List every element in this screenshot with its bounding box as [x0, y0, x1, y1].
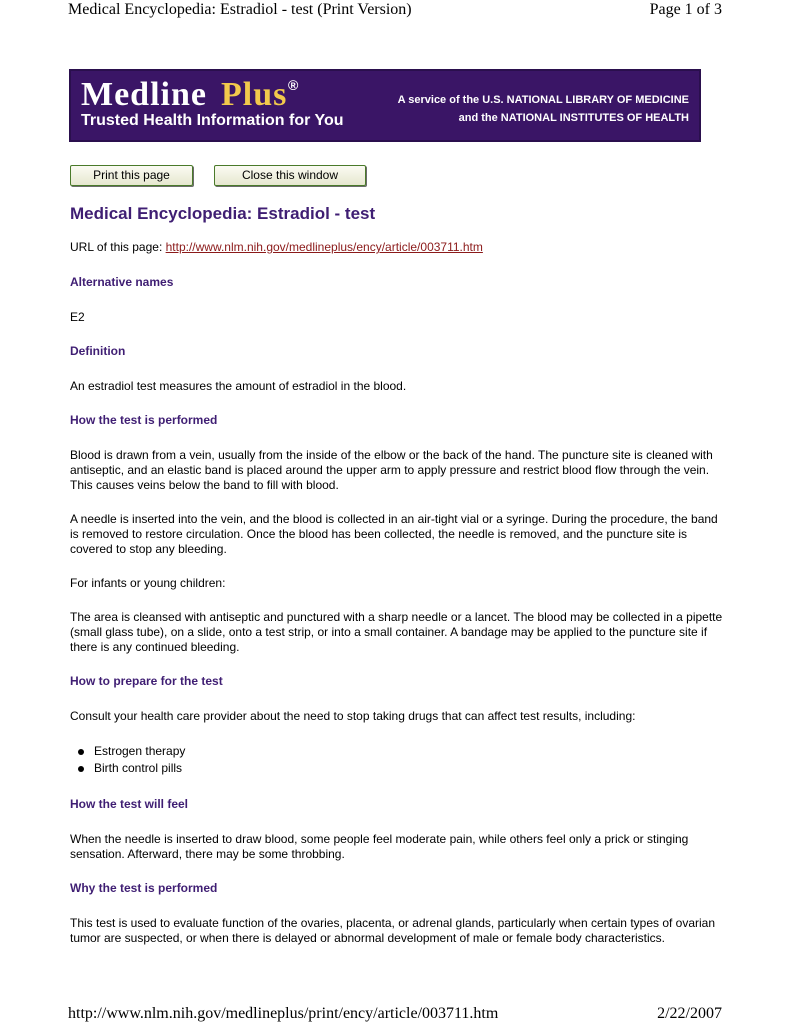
footer-url: http://www.nlm.nih.gov/medlineplus/print/ency/article/003711.htm [68, 1005, 499, 1022]
banner-tagline: Trusted Health Information for You [81, 112, 344, 129]
why-text: This test is used to evaluate function of the ovaries, placenta, or adrenal glands, particularly when certain types of ovarian tumor are suspected, or when there is delayed or abnormal development of male or female body characteristics. [70, 916, 716, 945]
banner-service-line-2: and the NATIONAL INSTITUTES OF HEALTH [458, 112, 689, 124]
print-header-title: Medical Encyclopedia: Estradiol - test (Print Version) [68, 1, 412, 18]
article-url-link[interactable]: http://www.nlm.nih.gov/medlineplus/ency/article/003711.htm [165, 240, 483, 254]
print-header [68, 0, 722, 20]
definition-text: An estradiol test measures the amount of estradiol in the blood. [70, 379, 407, 393]
list-item: Estrogen therapy [94, 743, 725, 760]
alternative-names-text: E2 [70, 310, 85, 324]
prepare-list [70, 743, 725, 777]
section-heading-how-feel: How the test will feel [70, 797, 189, 811]
close-window-button[interactable]: Close this window [214, 165, 366, 186]
section-heading-why-performed: Why the test is performed [70, 881, 218, 895]
performed-paragraph-2: A needle is inserted into the vein, and the blood is collected in an air-tight vial or a syringe. During the procedure, the band is removed to restore circulation. Once the blood has been collected, the needle is removed, and the puncture site is covered to stop any bleeding. [70, 512, 718, 556]
section-heading-definition: Definition [70, 344, 126, 358]
performed-paragraph-3: For infants or young children: [70, 576, 226, 590]
section-heading-alternative-names: Alternative names [70, 275, 174, 289]
print-footer [68, 1004, 722, 1024]
section-heading-how-to-prepare: How to prepare for the test [70, 674, 223, 688]
article-content [70, 240, 725, 946]
registered-mark: ® [288, 77, 299, 93]
logo-medline: Medline [81, 76, 207, 113]
prepare-text: Consult your health care provider about the need to stop taking drugs that can affect test results, including: [70, 709, 636, 723]
page-number: Page 1 of 3 [649, 1, 722, 18]
footer-date: 2/22/2007 [657, 1005, 722, 1022]
performed-paragraph-4: The area is cleansed with antiseptic and punctured with a sharp needle or a lancet. The blood may be collected in a pipette (small glass tube), on a slide, onto a test strip, or into a small container. A bandage may be applied to the puncture site if there is any continued bleeding. [70, 610, 723, 654]
performed-paragraph-1: Blood is drawn from a vein, usually from the inside of the elbow or the back of the hand. The puncture site is cleaned with antiseptic, and an elastic band is placed around the upper arm to apply pressure and restrict blood flow through the vein. This causes veins below the band to fill with blood. [70, 448, 713, 492]
logo-plus: Plus [221, 76, 288, 113]
page-title: Medical Encyclopedia: Estradiol - test [70, 204, 376, 223]
section-heading-how-performed: How the test is performed [70, 413, 218, 427]
feel-text: When the needle is inserted to draw blood, some people feel moderate pain, while others feel only a prick or stinging sensation. Afterward, there may be some throbbing. [70, 832, 689, 861]
url-label: URL of this page: [70, 240, 166, 254]
list-item: Birth control pills [94, 760, 725, 777]
banner-service-line-1: A service of the U.S. NATIONAL LIBRARY OF MEDICINE [397, 94, 689, 106]
print-page-button[interactable]: Print this page [70, 165, 193, 186]
url-line [70, 240, 725, 255]
medlineplus-banner [69, 69, 701, 142]
